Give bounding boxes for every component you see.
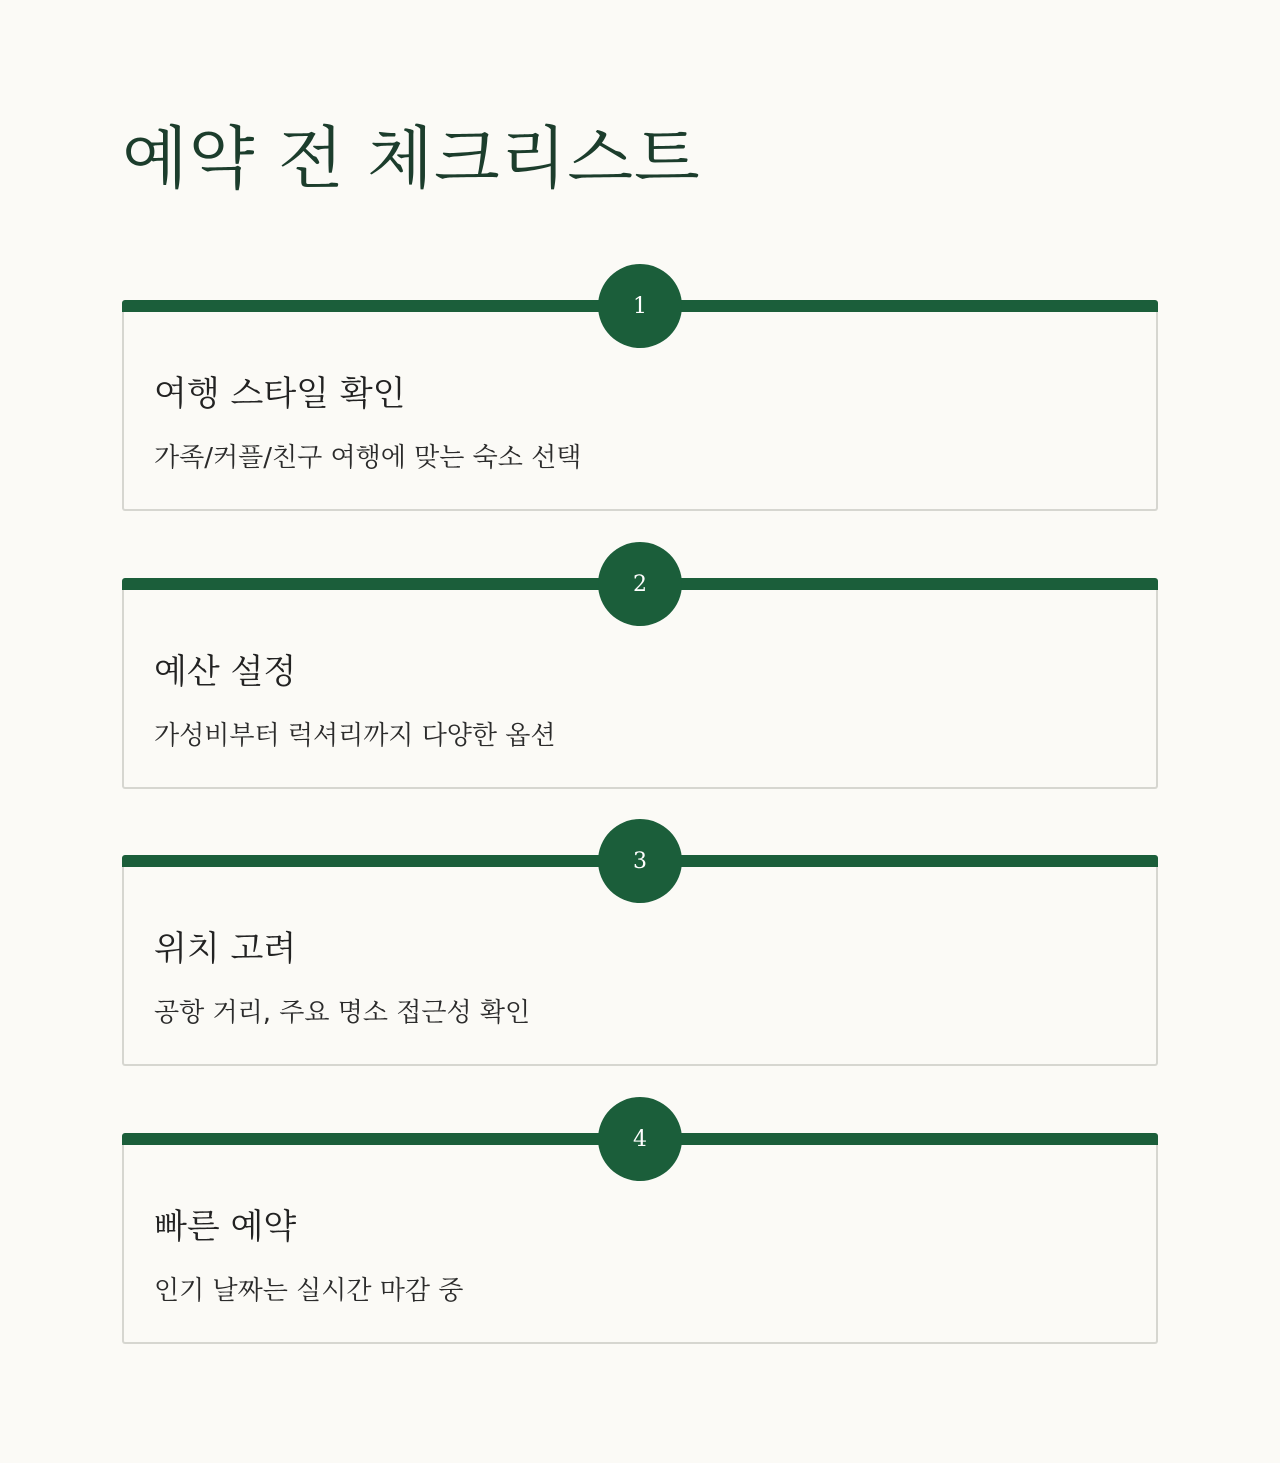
step-number-badge: 1 xyxy=(598,264,682,348)
checklist-card-1 xyxy=(122,293,1158,511)
step-number-badge: 4 xyxy=(598,1097,682,1181)
card-description: 가족/커플/친구 여행에 맞는 숙소 선택 xyxy=(154,443,582,473)
card-title: 여행 스타일 확인 xyxy=(154,374,406,414)
card-description: 가성비부터 럭셔리까지 다양한 옵션 xyxy=(154,721,556,751)
step-number-badge: 2 xyxy=(598,542,682,626)
checklist-card-4 xyxy=(122,1126,1158,1344)
step-number-badge: 3 xyxy=(598,819,682,903)
checklist-card-3 xyxy=(122,848,1158,1066)
card-description: 인기 날짜는 실시간 마감 중 xyxy=(154,1276,464,1306)
card-title: 예산 설정 xyxy=(154,652,297,692)
card-title: 위치 고려 xyxy=(154,929,297,969)
checklist-card-2 xyxy=(122,571,1158,789)
card-description: 공항 거리, 주요 명소 접근성 확인 xyxy=(154,998,531,1028)
page-title: 예약 전 체크리스트 xyxy=(122,120,701,199)
card-title: 빠른 예약 xyxy=(154,1207,297,1247)
